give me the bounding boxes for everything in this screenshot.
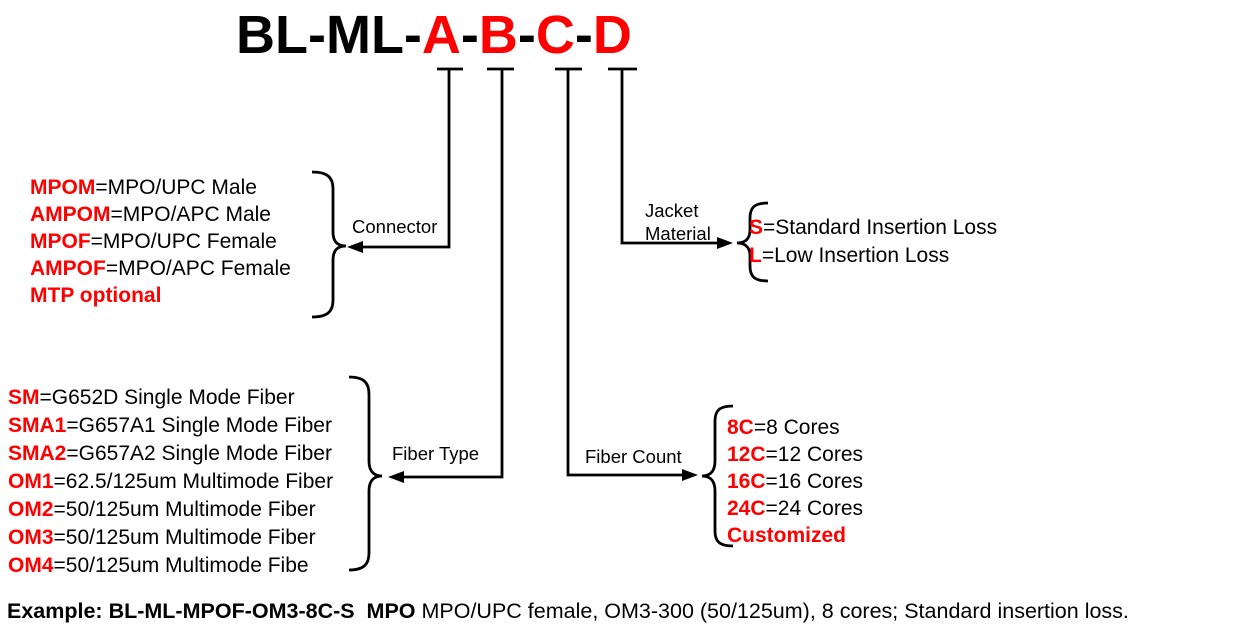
option-desc: =62.5/125um Multimode Fiber: [53, 470, 334, 493]
option-desc: =50/125um Multimode Fiber: [53, 526, 316, 549]
jacket-material-label: [645, 199, 711, 245]
list-item: [30, 174, 291, 201]
option-desc: =MPO/UPC Male: [95, 176, 257, 199]
option-code: AMPOM: [30, 203, 111, 226]
option-desc: =24 Cores: [765, 497, 864, 520]
fiber-type-label: Fiber Type: [392, 443, 480, 464]
list-item: [8, 524, 333, 552]
arrowhead-right-fiber-count-icon: [682, 469, 698, 481]
option-desc: =MPO/APC Male: [110, 203, 271, 226]
fiber-count-label: Fiber Count: [585, 446, 682, 467]
option-code: AMPOF: [30, 257, 106, 280]
list-item: [727, 495, 863, 522]
title-sep1: -: [460, 5, 479, 65]
example-code: Example: BL-ML-MPOF-OM3-8C-S MPO: [7, 599, 416, 623]
option-code: S: [749, 216, 764, 239]
list-item: [30, 255, 291, 282]
list-item: [727, 441, 863, 468]
list-item: [8, 496, 333, 524]
title-letter-b: B: [478, 5, 518, 65]
list-item: [8, 468, 333, 496]
arrowhead-left-connector-icon: [347, 241, 363, 253]
example-description: MPO/UPC female, OM3-300 (50/125um), 8 cores; Standard insertion loss.: [415, 599, 1129, 623]
option-desc: =8 Cores: [753, 416, 840, 439]
arrowhead-right-jacket-icon: [717, 237, 733, 249]
option-code: OM2: [8, 498, 54, 521]
option-code: 24C: [727, 497, 766, 520]
option-desc: =50/125um Multimode Fiber: [53, 498, 316, 521]
option-desc: =50/125um Multimode Fibe: [53, 554, 309, 577]
title-sep3: -: [574, 5, 593, 65]
option-code: SMA2: [8, 442, 67, 465]
list-item: [727, 414, 863, 441]
option-desc: =12 Cores: [765, 443, 864, 466]
fiber-type-options: [8, 384, 333, 580]
list-item: [8, 384, 333, 412]
jacket-material-label-line1: Jacket: [645, 200, 699, 221]
list-item: [8, 412, 333, 440]
page-title: [236, 4, 632, 66]
title-sep2: -: [517, 5, 536, 65]
list-item: [749, 214, 997, 242]
option-code: OM1: [8, 470, 54, 493]
connector-brace: [312, 172, 346, 317]
option-code: Customized: [727, 524, 847, 547]
leader-line-b: [402, 69, 514, 477]
option-desc: =G657A2 Single Mode Fiber: [66, 442, 332, 465]
fiber-count-options: [727, 414, 863, 549]
arrowhead-left-fiber-type-icon: [388, 471, 404, 483]
example-line: [7, 599, 1129, 624]
option-desc: =Standard Insertion Loss: [763, 216, 998, 239]
option-desc: =Low Insertion Loss: [761, 244, 950, 267]
list-item: [30, 282, 291, 309]
option-code: 8C: [727, 416, 754, 439]
title-prefix: BL-ML-: [236, 5, 422, 65]
option-desc: =MPO/UPC Female: [90, 230, 277, 253]
option-code: 16C: [727, 470, 766, 493]
jacket-material-options: [749, 214, 997, 270]
title-letter-d: D: [592, 5, 632, 65]
list-item: [727, 468, 863, 495]
option-code: MTP optional: [30, 284, 162, 307]
title-letter-a: A: [421, 5, 461, 65]
option-desc: =MPO/APC Female: [105, 257, 291, 280]
list-item: [749, 242, 997, 270]
list-item: [30, 228, 291, 255]
list-item: [8, 440, 333, 468]
option-code: OM3: [8, 526, 54, 549]
list-item: [727, 522, 863, 549]
jacket-material-label-line2: Material: [645, 223, 711, 244]
fiber-type-brace: [349, 377, 382, 570]
option-code: MPOF: [30, 230, 91, 253]
title-letter-c: C: [535, 5, 575, 65]
connector-label: Connector: [352, 216, 438, 237]
option-code: 12C: [727, 443, 766, 466]
option-desc: =G652D Single Mode Fiber: [39, 386, 295, 409]
list-item: [30, 201, 291, 228]
leader-line-c: [555, 69, 684, 475]
connector-options: [30, 174, 291, 309]
option-code: SMA1: [8, 414, 67, 437]
option-code: MPOM: [30, 176, 96, 199]
option-code: OM4: [8, 554, 54, 577]
option-desc: =G657A1 Single Mode Fiber: [66, 414, 332, 437]
option-desc: =16 Cores: [765, 470, 864, 493]
option-code: L: [749, 244, 762, 267]
option-code: SM: [8, 386, 40, 409]
list-item: [8, 552, 333, 580]
